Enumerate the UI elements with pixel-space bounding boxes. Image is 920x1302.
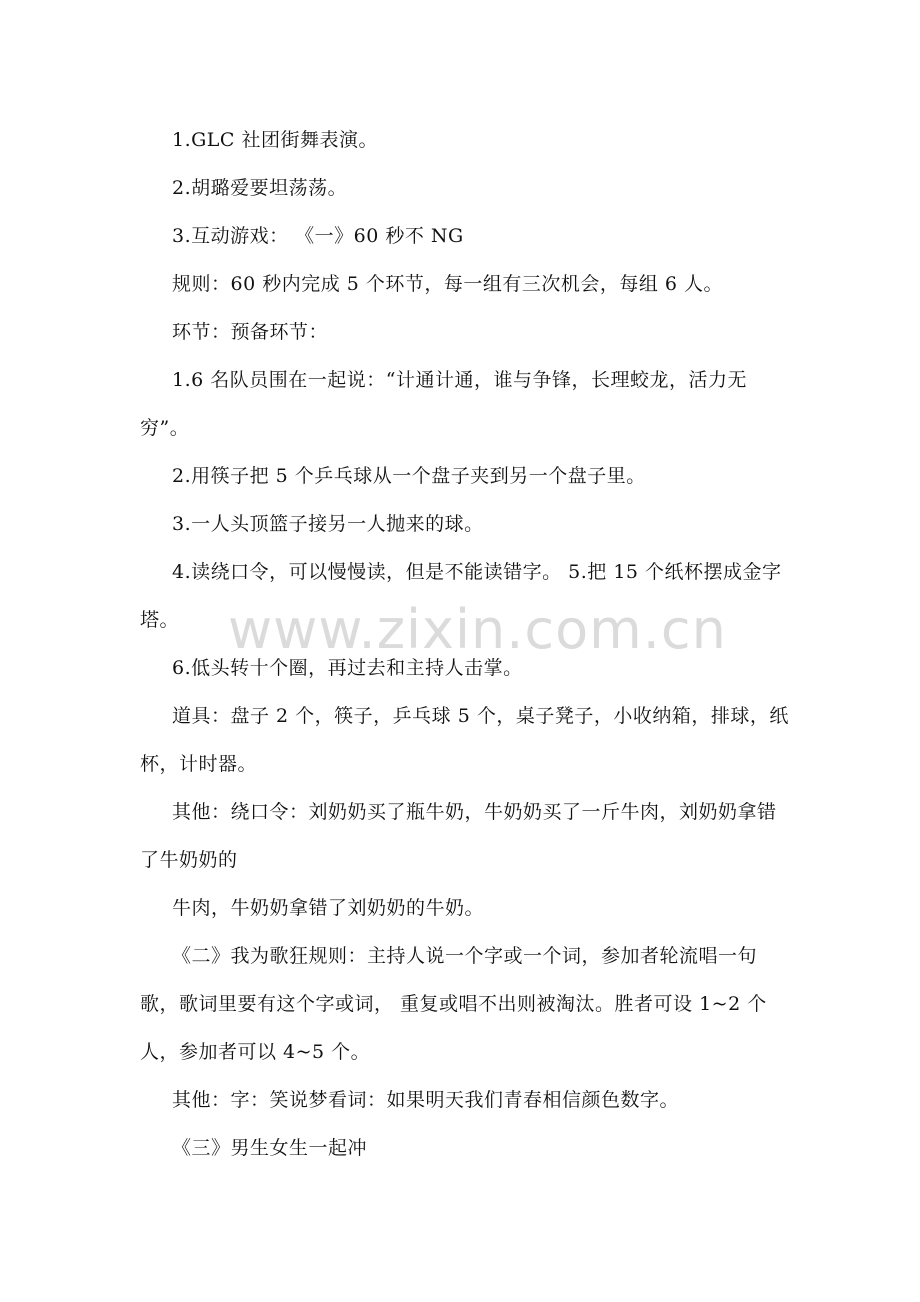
paragraph-13: 牛肉，牛奶奶拿错了刘奶奶的牛奶。	[172, 897, 485, 919]
document-body	[140, 116, 790, 1172]
paragraph-9: 4.读绕口令，可以慢慢读，但是不能读错字。 5.把 15 个纸杯摆成金字塔。	[140, 561, 782, 631]
paragraph-5: 环节：预备环节：	[172, 321, 329, 343]
paragraph-3: 3.互动游戏： 《一》60 秒不 NG	[172, 225, 464, 247]
watermark: www.zixin.com.cn	[228, 598, 727, 661]
paragraph-12: 其他：绕口令：刘奶奶买了瓶牛奶，牛奶奶买了一斤牛肉，刘奶奶拿错了牛奶奶的	[140, 801, 777, 871]
paragraph-14: 《二》我为歌狂规则：主持人说一个字或一个词，参加者轮流唱一句歌，歌词里要有这个字或词， 重复或唱不出则被淘汰。胜者可设 1~2 个人，参加者可以 4~5 个。	[140, 945, 767, 1063]
paragraph-1: 1.GLC 社团街舞表演。	[172, 129, 379, 151]
paragraph-11: 道具：盘子 2 个，筷子，乒乓球 5 个，桌子凳子，小收纳箱，排球，纸杯，计时器。	[140, 705, 789, 775]
paragraph-2: 2.胡璐爱要坦荡荡。	[172, 177, 348, 199]
paragraph-10: 6.低头转十个圈，再过去和主持人击掌。	[172, 657, 523, 679]
paragraph-16: 《三》男生女生一起冲	[172, 1137, 368, 1159]
paragraph-8: 3.一人头顶篮子接另一人抛来的球。	[172, 513, 484, 535]
paragraph-7: 2.用筷子把 5 个乒乓球从一个盘子夹到另一个盘子里。	[172, 465, 646, 487]
paragraph-6: 1.6 名队员围在一起说：“计通计通，谁与争锋，长理蛟龙，活力无 穷”。	[140, 369, 747, 439]
paragraph-15: 其他：字：笑说梦看词：如果明天我们青春相信颜色数字。	[172, 1089, 680, 1111]
paragraph-4: 规则：60 秒内完成 5 个环节，每一组有三次机会，每组 6 人。	[172, 273, 724, 295]
